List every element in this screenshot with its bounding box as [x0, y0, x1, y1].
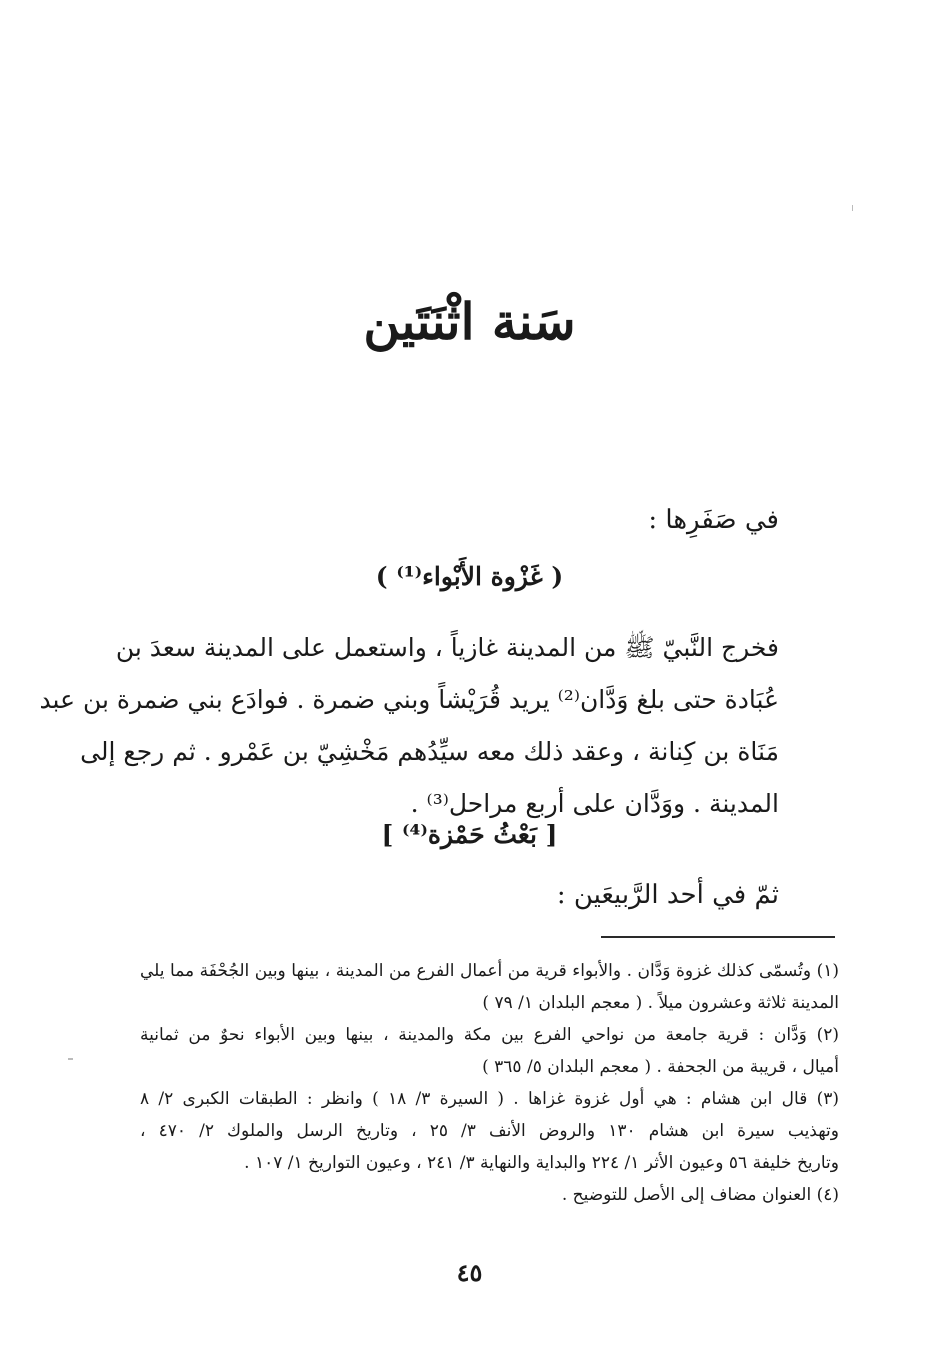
scan-speck — [68, 1058, 73, 1060]
body-line: فخرج النَّبيّ ﷺ من المدينة غازياً ، واستعمل على المدينة سعدَ بن — [115, 633, 779, 662]
scan-speck — [852, 205, 853, 211]
footnote-3 — [140, 1083, 839, 1179]
closing-line: ثمّ في أحد الرَّبيعَين : — [556, 880, 779, 910]
section-heading-hamza: [ بَعْثُ حَمْزة⁽⁴⁾ ] — [381, 820, 558, 849]
footnote-line: (٤) العنوان مضاف إلى الأصل للتوضيح . — [561, 1185, 839, 1205]
body-line: عُبَادة حتى بلغ وَدَّان⁽²⁾ يريد قُرَيْشاً وبني ضمرة . فوادَع بني ضمرة بن عبد — [39, 685, 779, 714]
section-heading-abwa: ( غَزْوة الأَبْواء⁽¹⁾ ) — [375, 562, 564, 591]
footnote-1 — [140, 955, 839, 1019]
body-line: مَنَاة بن كِنانة ، وعقد ذلك معه سيِّدُهم مَخْشِيّ بن عَمْرو . ثم رجع إلى — [80, 737, 779, 766]
footnote-line: وتاريخ خليفة ٥٦ وعيون الأثر ١/ ٢٢٤ والبداية والنهاية ٣/ ٢٤١ ، وعيون التواريخ ١/ ١٠٧ . — [244, 1153, 839, 1173]
page-number: ٤٥ — [456, 1258, 483, 1287]
body-line: المدينة . ووَدَّان على أربع مراحل⁽³⁾ . — [410, 789, 779, 818]
footnote-line: (٢) وَدَّان : قرية جامعة من نواحي الفرع بين مكة والمدينة ، بينها وبين الأبواء نحوٌ من ثمانية — [140, 1025, 839, 1045]
footnote-line: المدينة ثلاثة وعشرون ميلاً . ( معجم البلدان ١/ ٧٩ ) — [482, 993, 839, 1013]
page-title: سَنة اثْنَتَين — [363, 292, 576, 351]
footnote-2 — [140, 1019, 839, 1083]
footnote-divider — [601, 936, 835, 938]
footnote-line: وتهذيب سيرة ابن هشام ١٣٠ والروض الأنف ٣/ ٢٥ ، وتاريخ الرسل والملوك ٢/ ٤٧٠ ، — [140, 1121, 840, 1141]
footnote-line: أميال ، قريبة من الجحفة . ( معجم البلدان ٥/ ٣٦٥ ) — [482, 1057, 839, 1077]
footnote-line: (١) وتُسمّى كذلك غزوة وَدَّان . والأبواء قرية من أعمال الفرع من المدينة ، بينها وبين الجُحْفَة مما يلي — [140, 961, 839, 981]
footnote-4 — [140, 1179, 839, 1211]
footnotes — [140, 955, 839, 1211]
footnote-line: (٣) قال ابن هشام : هي أول غزوة غزاها . ( السيرة ٣/ ١٨ ) وانظر : الطبقات الكبرى ٢/ ٨ — [140, 1089, 839, 1109]
section-intro: في صَفَرِها : — [648, 505, 779, 535]
body-paragraph — [39, 622, 779, 830]
